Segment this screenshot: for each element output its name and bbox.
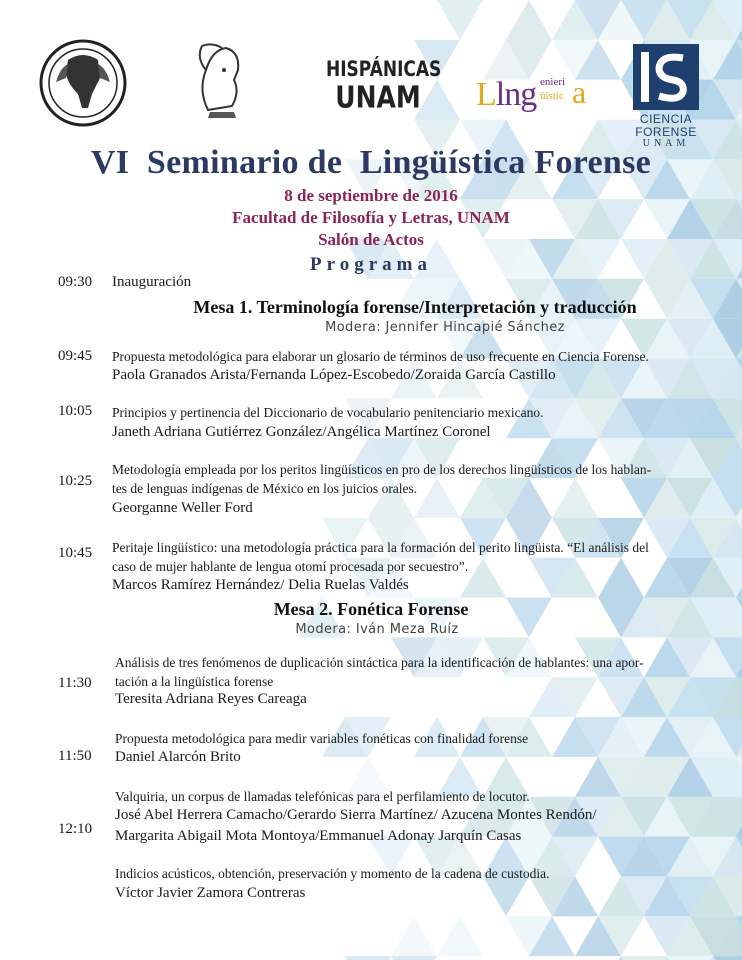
mesa-1-moderator: Modera: Jennifer Hincapié Sánchez	[325, 320, 565, 335]
talk-3-title-line-1: Metodología empleada por los peritos lingüísticos en pro de los derechos lingüísticos de los hablan-	[112, 462, 652, 477]
talk-2-title: Principios y pertinencia del Diccionario de vocabulario penitenciario mexicano.	[112, 405, 544, 420]
talk-7-authors-line-2: Margarita Abigail Mota Montoya/Emmanuel Adonay Jarquín Casas	[115, 828, 522, 844]
event-date: 8 de septiembre de 2016	[284, 186, 458, 205]
ciencia-forense-logo	[630, 44, 702, 149]
talk-5-authors: Teresita Adriana Reyes Careaga	[115, 691, 307, 707]
talk-7-authors-line-1: José Abel Herrera Camacho/Gerardo Sierra Martínez/ Azucena Montes Rendón/	[115, 807, 597, 823]
talk-5-time: 11:30	[58, 675, 92, 691]
program-heading: Programa	[310, 254, 432, 275]
mesa-2-moderator: Modera: Iván Meza Ruíz	[295, 622, 459, 637]
inauguration-time: 09:30	[58, 274, 93, 290]
talk-4-title-line-1: Peritaje lingüístico: una metodología práctica para la formación del perito lingüista. “El análisis del	[112, 540, 649, 555]
talk-8-authors: Víctor Javier Zamora Contreras	[115, 885, 306, 901]
talk-4-authors: Marcos Ramírez Hernández/ Delia Ruelas Valdés	[112, 577, 409, 593]
inauguration-label: Inauguración	[112, 274, 192, 290]
unam-seal-logo	[38, 38, 128, 128]
event-title: VI Seminario de Lingüística Forense	[90, 144, 652, 181]
event-place: Facultad de Filosofía y Letras, UNAM	[232, 208, 510, 227]
talk-4-time: 10:45	[58, 545, 93, 561]
talk-5-title-line-1: Análisis de tres fenómenos de duplicación sintáctica para la identificación de hablantes: una apor-	[115, 655, 644, 670]
talk-5-title-line-2: tación a la lingüística forense	[115, 674, 274, 689]
mesa-2-title: Mesa 2. Fonética Forense	[273, 599, 469, 619]
talk-1-authors: Paola Granados Arista/Fernanda López-Escobedo/Zoraida García Castillo	[112, 367, 556, 383]
mesa-1-title: Mesa 1. Terminología forense/Interpretación y traducción	[193, 297, 637, 317]
hispanicas-unam-logo	[326, 57, 442, 115]
unam-text: UNAM	[335, 80, 421, 115]
talk-8-title: Indicios acústicos, obtención, preservación y momento de la cadena de custodia.	[115, 866, 550, 881]
talk-6-title: Propuesta metodológica para medir variables fonéticas con finalidad forense	[115, 731, 529, 746]
talk-2-authors: Janeth Adriana Gutiérrez González/Angélica Martínez Coronel	[112, 424, 491, 440]
talk-6-time: 11:50	[58, 748, 92, 764]
lingenieria-logo: Llng enieri üistic a	[476, 74, 587, 113]
talk-3-title-line-2: tes de lenguas indígenas de México en los juicios orales.	[112, 481, 418, 496]
athena-logo	[188, 40, 250, 120]
ciencia-forense-mark-icon	[633, 44, 699, 110]
event-room: Salón de Actos	[318, 230, 424, 249]
talk-1-time: 09:45	[58, 348, 93, 364]
talk-2-time: 10:05	[58, 403, 93, 419]
hispanicas-text: HISPÁNICAS	[326, 57, 442, 83]
talk-1-title: Propuesta metodológica para elaborar un glosario de términos de uso frecuente en Ciencia Forense.	[112, 349, 649, 364]
talk-4-title-line-2: caso de mujer hablante de lengua otomí procesada por secuestro”.	[112, 559, 469, 574]
ciencia-text: CIENCIA	[639, 112, 693, 126]
talk-3-time: 10:25	[58, 473, 93, 489]
forense-text: FORENSE	[635, 124, 697, 139]
unam-small-text: UNAM	[642, 138, 690, 150]
talk-3-authors: Georganne Weller Ford	[112, 500, 253, 516]
talk-7-title: Valquiria, un corpus de llamadas telefónicas para el perfilamiento de locutor.	[115, 789, 530, 804]
talk-6-authors: Daniel Alarcón Brito	[115, 749, 241, 765]
talk-7-time: 12:10	[58, 821, 93, 837]
